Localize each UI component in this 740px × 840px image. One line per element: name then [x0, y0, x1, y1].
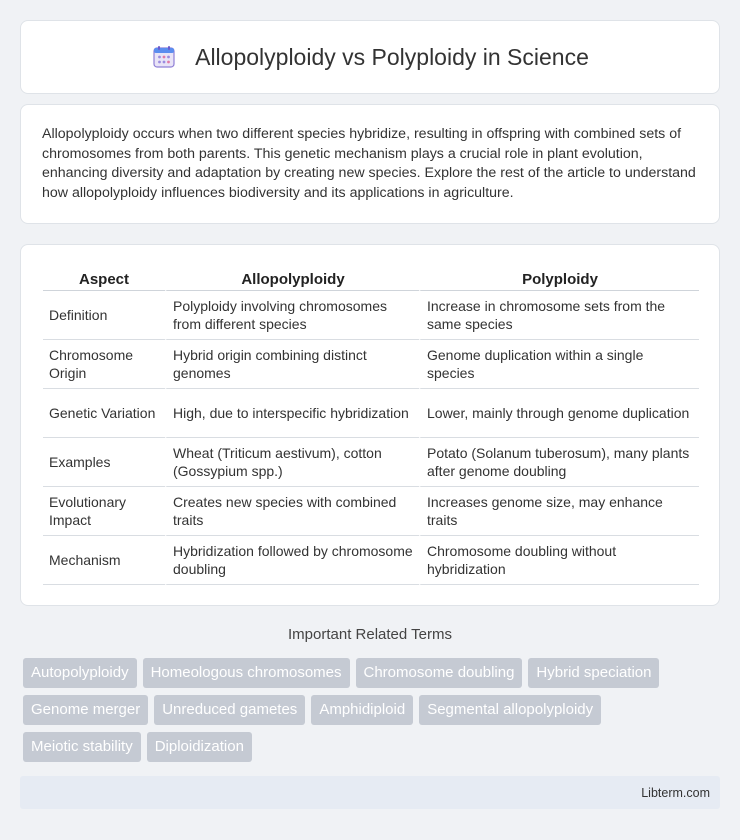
- aspect-cell: Genetic Variation: [43, 389, 165, 438]
- aspect-cell: Definition: [43, 291, 165, 340]
- footer-site-link[interactable]: Libterm.com: [641, 785, 710, 800]
- related-term-tag[interactable]: Segmental allopolyploidy: [419, 695, 601, 725]
- intro-card: [20, 104, 720, 224]
- related-term-tag[interactable]: Autopolyploidy: [23, 658, 137, 688]
- table-header-row: [43, 265, 699, 291]
- header-card: [20, 20, 720, 94]
- related-term-tag[interactable]: Chromosome doubling: [356, 658, 523, 688]
- comparison-table: [43, 265, 699, 585]
- polyploidy-cell: Lower, mainly through genome duplication: [419, 389, 699, 438]
- aspect-cell: Evolutionary Impact: [43, 487, 165, 536]
- title-wrap: [151, 44, 589, 71]
- table-row: [43, 340, 699, 389]
- aspect-cell: Chromosome Origin: [43, 340, 165, 389]
- polyploidy-cell: Potato (Solanum tuberosum), many plants after genome doubling: [419, 438, 699, 487]
- table-row: [43, 487, 699, 536]
- related-term-tag[interactable]: Genome merger: [23, 695, 148, 725]
- allopolyploidy-cell: Wheat (Triticum aestivum), cotton (Gossypium spp.): [165, 438, 419, 487]
- related-term-tag[interactable]: Homeologous chromosomes: [143, 658, 350, 688]
- table-row: [43, 438, 699, 487]
- header-aspect: Aspect: [43, 265, 165, 291]
- polyploidy-cell: Increases genome size, may enhance traits: [419, 487, 699, 536]
- aspect-cell: Examples: [43, 438, 165, 487]
- footer: [20, 776, 720, 809]
- related-term-tag[interactable]: Meiotic stability: [23, 732, 141, 762]
- allopolyploidy-cell: Hybrid origin combining distinct genomes: [165, 340, 419, 389]
- intro-paragraph: Allopolyploidy occurs when two different species hybridize, resulting in offspring with combined sets of chromosomes from both parents. This genetic mechanism plays a crucial role in plant evolution, enhancing diversity and adaptation by creating new species. Explore the rest of the article to understand how allopolyploidy influences biodiversity and its applications in agriculture.: [42, 126, 696, 201]
- page-title: Allopolyploidy vs Polyploidy in Science: [195, 43, 589, 70]
- polyploidy-cell: Chromosome doubling without hybridization: [419, 536, 699, 585]
- allopolyploidy-cell: Polyploidy involving chromosomes from different species: [165, 291, 419, 340]
- related-term-tag[interactable]: Amphidiploid: [311, 695, 413, 725]
- related-terms-list: [23, 658, 723, 762]
- related-term-tag[interactable]: Hybrid speciation: [528, 658, 659, 688]
- table-row: [43, 389, 699, 438]
- table-row: [43, 536, 699, 585]
- aspect-cell: Mechanism: [43, 536, 165, 585]
- calendar-icon: [151, 44, 177, 70]
- allopolyploidy-cell: Hybridization followed by chromosome doubling: [165, 536, 419, 585]
- allopolyploidy-cell: Creates new species with combined traits: [165, 487, 419, 536]
- related-terms-heading: Important Related Terms: [288, 626, 452, 643]
- header-polyploidy: Polyploidy: [419, 265, 699, 291]
- table-row: [43, 291, 699, 340]
- allopolyploidy-cell: High, due to interspecific hybridization: [165, 389, 419, 438]
- polyploidy-cell: Increase in chromosome sets from the same species: [419, 291, 699, 340]
- header-allopolyploidy: Allopolyploidy: [165, 265, 419, 291]
- related-term-tag[interactable]: Diploidization: [147, 732, 252, 762]
- related-term-tag[interactable]: Unreduced gametes: [154, 695, 305, 725]
- polyploidy-cell: Genome duplication within a single species: [419, 340, 699, 389]
- comparison-table-card: [20, 244, 720, 606]
